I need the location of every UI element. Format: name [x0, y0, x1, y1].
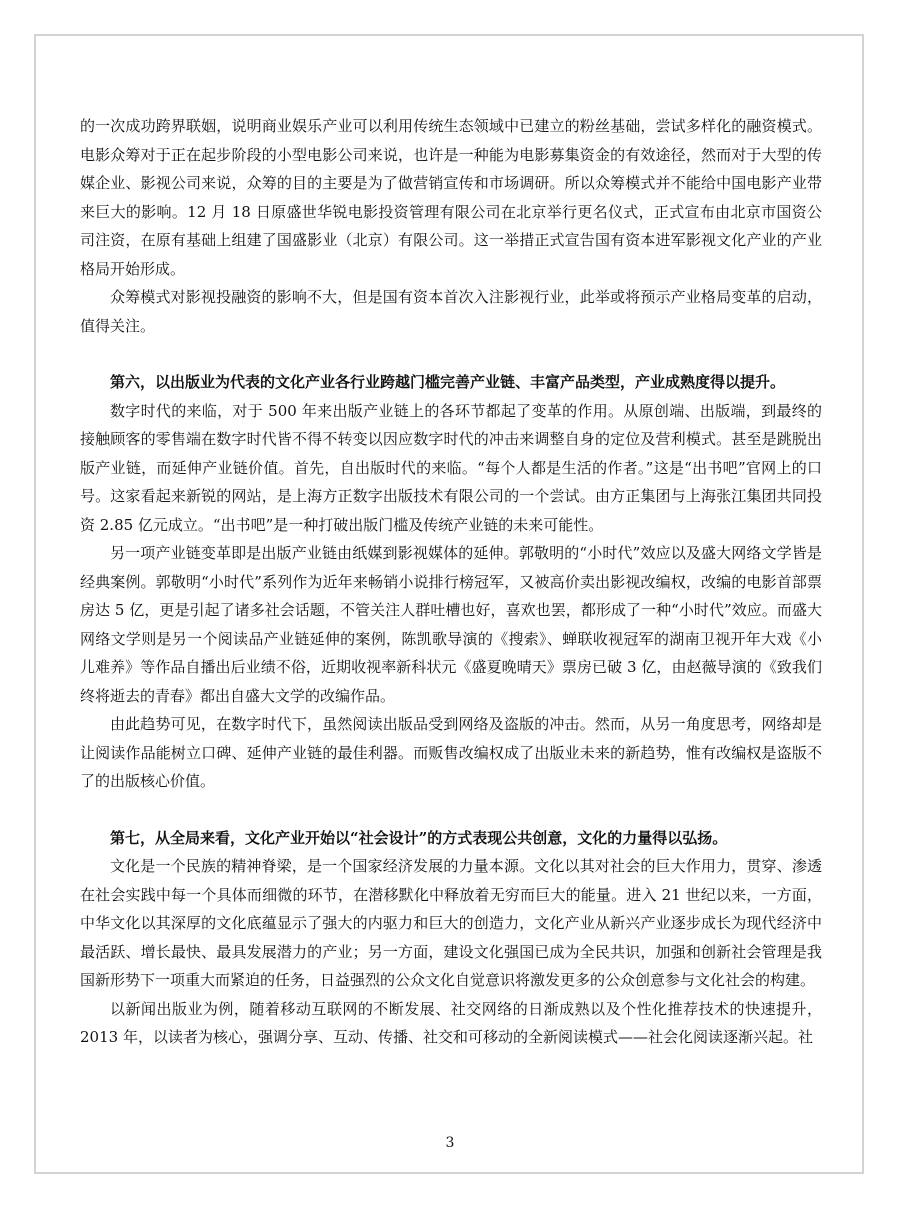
paragraph-crowdfunding-summary: 众筹模式对影视投融资的影响不大，但是国有资本首次入注影视行业，此举或将预示产业格局变革的启动，值得关注。 — [80, 288, 822, 335]
page-number: 3 — [445, 1135, 455, 1151]
paragraph-trend: 由此趋势可见，在数字时代下，虽然阅读出版品受到网络及盗版的冲击。然而，从另一角度思考，网络却是让阅读作品能树立口碑、延伸产业链的最佳利器。而贩售改编权成了出版业未来的新趋势，惟有改编权是盗版不了的出版核心价值。 — [80, 715, 822, 790]
section-gap — [80, 340, 822, 368]
paragraph-culture: 文化是一个民族的精神脊梁，是一个国家经济发展的力量本源。文化以其对社会的巨大作用力，贯穿、渗透在社会实践中每一个具体而细微的环节，在潜移默化中释放着无穷而巨大的能量。进入 21 世纪以来，一方面，中华文化以其深厚的文化底蕴显示了强大的内驱力和巨大的创造力，文化产业从新兴产业逐步成长为现代经济中最活跃、增长最快、最具发展潜力的产业；另一方面，建设文化强国已成为全民共识，加强和创新社会管理是我国新形势下一项重大而紧迫的任务，日益强烈的公众文化自觉意识将激发更多的公众创意参与文化社会的构建。 — [80, 857, 822, 989]
paragraph-publishing-example: 以新闻出版业为例，随着移动互联网的不断发展、社交网络的日渐成熟以及个性化推荐技术的快速提升，2013 年，以读者为核心，强调分享、互动、传播、社交和可移动的全新阅读模式——社会化阅读逐渐兴起。社 — [80, 999, 822, 1046]
paragraph-industry-chain: 另一项产业链变革即是出版产业链由纸媒到影视媒体的延伸。郭敬明的“小时代”效应以及盛大网络文学皆是经典案例。郭敬明“小时代”系列作为近年来畅销小说排行榜冠军，又被高价卖出影视改编权，改编的电影首部票房达 5 亿，更是引起了诸多社会话题，不管关注人群吐槽也好，喜欢也罢，都形成了一种“小时代”效应。而盛大网络文学则是另一个阅读品产业链延伸的案例，陈凯歌导演的《搜索》、蝉联收视冠军的湖南卫视开年大戏《小儿难养》等作品自播出后业绩不俗，近期收视率新科状元《盛夏晚晴天》票房已破 3 亿，由赵薇导演的《致我们终将逝去的青春》都出自盛大文学的改编作品。 — [80, 544, 822, 705]
document-body — [80, 112, 822, 1052]
paragraph-crowdfunding-continued: 的一次成功跨界联姻，说明商业娱乐产业可以利用传统生态领域中已建立的粉丝基础，尝试多样化的融资模式。电影众筹对于正在起步阶段的小型电影公司来说，也许是一种能为电影募集资金的有效途径，然而对于大型的传媒企业、影视公司来说，众筹的目的主要是为了做营销宣传和市场调研。所以众筹模式并不能给中国电影产业带来巨大的影响。12 月 18 日原盛世华锐电影投资管理有限公司在北京举行更名仪式，正式宣布由北京市国资公司注资，在原有基础上组建了国盛影业（北京）有限公司。这一举措正式宣告国有资本进军影视文化产业的产业格局开始形成。 — [80, 117, 822, 278]
paragraph-digital-era: 数字时代的来临，对于 500 年来出版产业链上的各环节都起了变革的作用。从原创端、出版端，到最终的接触顾客的零售端在数字时代皆不得不转变以因应数字时代的冲击来调整自身的定位及营利模式。甚至是跳脱出版产业链，而延伸产业链价值。首先，自出版时代的来临。“每个人都是生活的作者。”这是“出书吧”官网上的口号。这家看起来新锐的网站，是上海方正数字出版技术有限公司的一个尝试。由方正集团与上海张江集团共同投资 2.85 亿元成立。“出书吧”是一种打破出版门槛及传统产业链的未来可能性。 — [80, 401, 822, 534]
section-heading-sixth: 第六，以出版业为代表的文化产业各行业跨越门槛完善产业链、丰富产品类型，产业成熟度得以提升。 — [110, 373, 786, 391]
section-heading-seventh: 第七，从全局来看，文化产业开始以“社会设计”的方式表现公共创意，文化的力量得以弘扬。 — [110, 828, 728, 847]
section-gap — [80, 796, 822, 824]
